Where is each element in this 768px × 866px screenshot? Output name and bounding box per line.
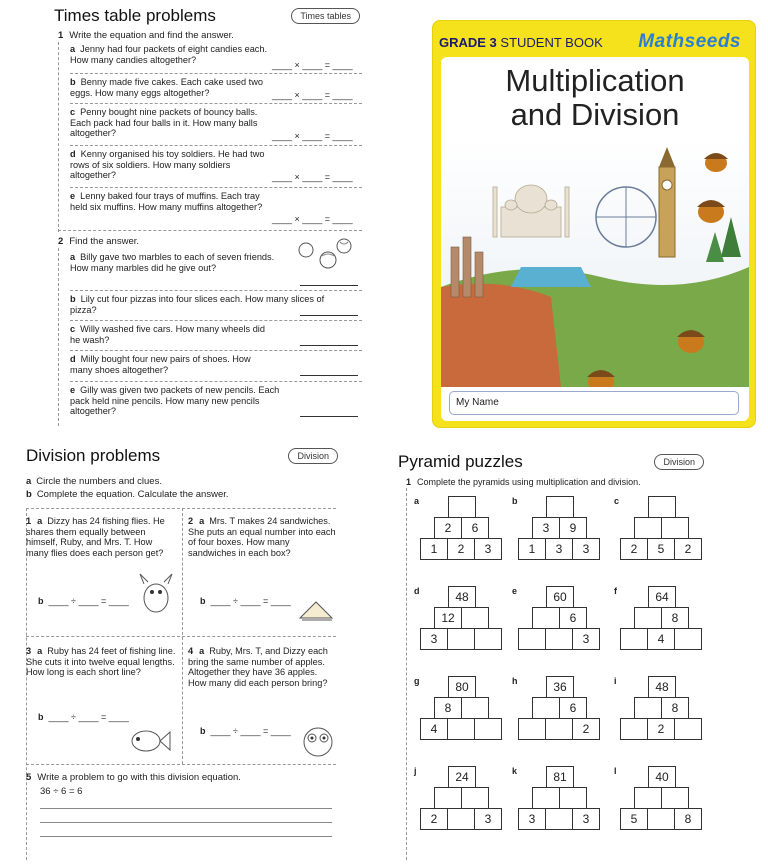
- pyramid-cell[interactable]: [518, 628, 546, 650]
- pyramid-cell[interactable]: [474, 718, 502, 740]
- pyramid-cell: 8: [434, 697, 462, 719]
- pyramid-cell[interactable]: [546, 496, 574, 518]
- pyramid-cell: 9: [559, 517, 587, 539]
- pyramid-cell: 12: [434, 607, 462, 629]
- pyramid-cell: 2: [620, 538, 648, 560]
- puzzle-label: k: [512, 766, 518, 776]
- page-title: Times table problems: [54, 6, 216, 25]
- pyramid-cell: 2: [447, 538, 475, 560]
- pyramid-cell[interactable]: [634, 607, 662, 629]
- pyramid-cell: 3: [518, 808, 546, 830]
- pyramid-cell: 3: [572, 538, 600, 560]
- pyramid-cell[interactable]: [447, 718, 475, 740]
- acorn-icon: [701, 145, 731, 175]
- topic-badge: Division: [654, 454, 704, 470]
- pyramid-cell[interactable]: [661, 517, 689, 539]
- pyramid-cell[interactable]: [674, 718, 702, 740]
- puzzle-label: j: [414, 766, 417, 776]
- problem-2d: d Milly bought four new pairs of shoes. How many shoes altogether?: [70, 354, 251, 375]
- marbles-icon: [292, 236, 352, 276]
- pyramid-cell[interactable]: [634, 697, 662, 719]
- cover-panel: [441, 57, 749, 421]
- answer-line[interactable]: [40, 808, 332, 809]
- pyramid-cell[interactable]: [532, 697, 560, 719]
- equation-blank[interactable]: b ____ ÷ ____ = ____: [38, 596, 129, 606]
- pyramid-cell[interactable]: [634, 517, 662, 539]
- pyramid-cell: 48: [448, 586, 476, 608]
- division-problem-4: 4 a Ruby, Mrs. T, and Dizzy each bring the same number of apples. Altogether they have 36 apples. How many did each person bring?: [188, 646, 328, 688]
- pyramid-cell[interactable]: [545, 718, 573, 740]
- question-2-instruction: 2 Find the answer.: [58, 236, 140, 247]
- pyramid-cell: 8: [674, 808, 702, 830]
- pyramid-cell[interactable]: [447, 808, 475, 830]
- problem-1b: b Benny made five cakes. Each cake used two eggs. How many eggs altogether?: [70, 77, 263, 98]
- cover-title-line1: Multiplication: [505, 63, 685, 98]
- owl-character-icon: [298, 720, 338, 760]
- pyramid-cell: 40: [648, 766, 676, 788]
- pyramid-cell: 3: [572, 628, 600, 650]
- problem-1d: d Kenny organised his toy soldiers. He had two rows of six soldiers. How many soldiers altogether?: [70, 149, 265, 180]
- pyramid-cell: 8: [661, 607, 689, 629]
- pyramid-cell[interactable]: [532, 787, 560, 809]
- pyramid-cell: 4: [420, 718, 448, 740]
- pyramid-cell: 1: [420, 538, 448, 560]
- equation-blank[interactable]: b ____ ÷ ____ = ____: [38, 712, 129, 722]
- pyramid-cell[interactable]: [434, 787, 462, 809]
- pyramid-cell: 3: [545, 538, 573, 560]
- puzzle-label: e: [512, 586, 518, 596]
- pyramid-cell: 6: [559, 607, 587, 629]
- problem-2b: b Lily cut four pizzas into four slices each. How many slices of pizza?: [70, 294, 325, 315]
- instruction-a: a Circle the numbers and clues.: [26, 476, 162, 487]
- instruction-text: Write the equation and find the answer.: [69, 30, 234, 41]
- pyramid-cell: 3: [532, 517, 560, 539]
- pyramid-cell: 5: [620, 808, 648, 830]
- problem-2c: c Willy washed five cars. How many wheels did he wash?: [70, 324, 265, 345]
- given-equation: 36 ÷ 6 = 6: [40, 786, 83, 797]
- topic-badge: Times tables: [291, 8, 360, 24]
- problem-1e: e Lenny baked four trays of muffins. Each tray held six muffins. How many muffins altogether?: [70, 191, 263, 212]
- pyramid-cell[interactable]: [661, 787, 689, 809]
- book-cover-page: [410, 0, 762, 430]
- pyramid-cell: 4: [647, 628, 675, 650]
- pyramid-cell[interactable]: [647, 808, 675, 830]
- pyramid-cell: 3: [572, 808, 600, 830]
- pyramid-instruction: 1 Complete the pyramids using multiplication and division.: [406, 477, 641, 487]
- pyramid-cell: 1: [518, 538, 546, 560]
- problem-1a: a Jenny had four packets of eight candies each. How many candies altogether?: [70, 44, 268, 65]
- puzzle-label: g: [414, 676, 420, 686]
- pyramid-cell: 24: [448, 766, 476, 788]
- pyramid-cell: 5: [647, 538, 675, 560]
- pyramid-cell: 2: [674, 538, 702, 560]
- page-title: Division problems: [26, 446, 161, 465]
- puzzle-label: d: [414, 586, 420, 596]
- brand-logo: Mathseeds: [638, 31, 741, 52]
- pyramid-cell: 6: [559, 697, 587, 719]
- equation-blank[interactable]: ____ × ____ = ____: [272, 60, 353, 70]
- pyramid-cell: 60: [546, 586, 574, 608]
- equation-blank[interactable]: ____ × ____ = ____: [272, 90, 353, 100]
- my-name-field[interactable]: My Name: [449, 391, 739, 415]
- sandwich-icon: [296, 596, 336, 626]
- pyramid-cell[interactable]: [448, 496, 476, 518]
- pyramid-cell[interactable]: [518, 718, 546, 740]
- puzzle-label: h: [512, 676, 518, 686]
- pyramid-cell: 3: [474, 538, 502, 560]
- pyramid-cell: 2: [572, 718, 600, 740]
- pyramid-puzzles-page: [392, 440, 768, 866]
- pyramid-cell[interactable]: [620, 718, 648, 740]
- division-problem-2: 2 a Mrs. T makes 24 sandwiches. She puts an equal number into each of four boxes. How many sandwiches in each box?: [188, 516, 336, 558]
- equation-blank[interactable]: ____ × ____ = ____: [272, 131, 353, 141]
- pyramid-cell: 64: [648, 586, 676, 608]
- pyramid-cell: 2: [420, 808, 448, 830]
- pyramid-cell: 80: [448, 676, 476, 698]
- answer-line[interactable]: [40, 836, 332, 837]
- pyramid-cell[interactable]: [447, 628, 475, 650]
- instruction-b: b Complete the equation. Calculate the answer.: [26, 489, 229, 500]
- puzzle-label: a: [414, 496, 420, 506]
- pyramid-cell: 2: [434, 517, 462, 539]
- pyramid-cell: 81: [546, 766, 574, 788]
- pyramid-cell[interactable]: [559, 787, 587, 809]
- times-table-page: [40, 0, 366, 428]
- pyramid-cell: 6: [461, 517, 489, 539]
- page-title: Pyramid puzzles: [398, 452, 523, 471]
- equation-blank[interactable]: b ____ ÷ ____ = ____: [200, 726, 291, 736]
- problem-2a: a Billy gave two marbles to each of seven friends. How many marbles did he give out?: [70, 252, 275, 273]
- puzzle-label: f: [614, 586, 617, 596]
- division-problem-1: 1 a Dizzy has 24 fishing flies. He shares them equally between himself, Ruby, and Mrs. T. How many flies does each person get?: [26, 516, 165, 558]
- pyramid-cell: 2: [647, 718, 675, 740]
- pyramid-cell[interactable]: [461, 697, 489, 719]
- fish-icon: [124, 724, 172, 758]
- pyramid-cell[interactable]: [634, 787, 662, 809]
- pyramid-cell: 36: [546, 676, 574, 698]
- pyramid-cell: 8: [661, 697, 689, 719]
- pyramid-cell[interactable]: [474, 628, 502, 650]
- pyramid-cell[interactable]: [545, 628, 573, 650]
- grade-label: GRADE 3 STUDENT BOOK: [439, 35, 603, 50]
- question-5-instruction: 5 Write a problem to go with this division equation.: [26, 772, 241, 783]
- pyramid-cell[interactable]: [648, 496, 676, 518]
- pyramid-cell[interactable]: [532, 607, 560, 629]
- pyramid-cell: 3: [474, 808, 502, 830]
- equation-blank[interactable]: b ____ ÷ ____ = ____: [200, 596, 291, 606]
- pyramid-cell[interactable]: [545, 808, 573, 830]
- dragon-character-icon: [136, 572, 176, 620]
- division-problem-3: 3 a Ruby has 24 feet of fishing line. She cuts it into twelve equal lengths. How long is each short line?: [26, 646, 176, 677]
- puzzle-label: l: [614, 766, 617, 776]
- problem-1c: c Penny bought nine packets of bouncy balls. Each pack had four balls in it. How many balls altogether?: [70, 107, 258, 138]
- division-problems-page: [0, 440, 360, 866]
- book-cover: [432, 20, 756, 428]
- puzzle-label: b: [512, 496, 518, 506]
- equation-blank[interactable]: ____ × ____ = ____: [272, 172, 353, 182]
- topic-badge: Division: [288, 448, 338, 464]
- puzzle-label: c: [614, 496, 620, 506]
- question-1-instruction: [58, 30, 234, 42]
- question-number: 1: [58, 30, 64, 41]
- pyramid-cell: 48: [648, 676, 676, 698]
- pyramid-cell[interactable]: [461, 607, 489, 629]
- cover-title-line2: and Division: [510, 97, 680, 132]
- pyramid-cell: 3: [420, 628, 448, 650]
- pyramid-cell[interactable]: [674, 628, 702, 650]
- equation-blank[interactable]: ____ × ____ = ____: [272, 214, 353, 224]
- pyramid-cell[interactable]: [461, 787, 489, 809]
- problem-2e: e Gilly was given two packets of new pencils. Each pack held nine pencils. How many new pencils altogether?: [70, 385, 280, 416]
- pyramid-cell[interactable]: [620, 628, 648, 650]
- answer-line[interactable]: [40, 822, 332, 823]
- puzzle-label: i: [614, 676, 617, 686]
